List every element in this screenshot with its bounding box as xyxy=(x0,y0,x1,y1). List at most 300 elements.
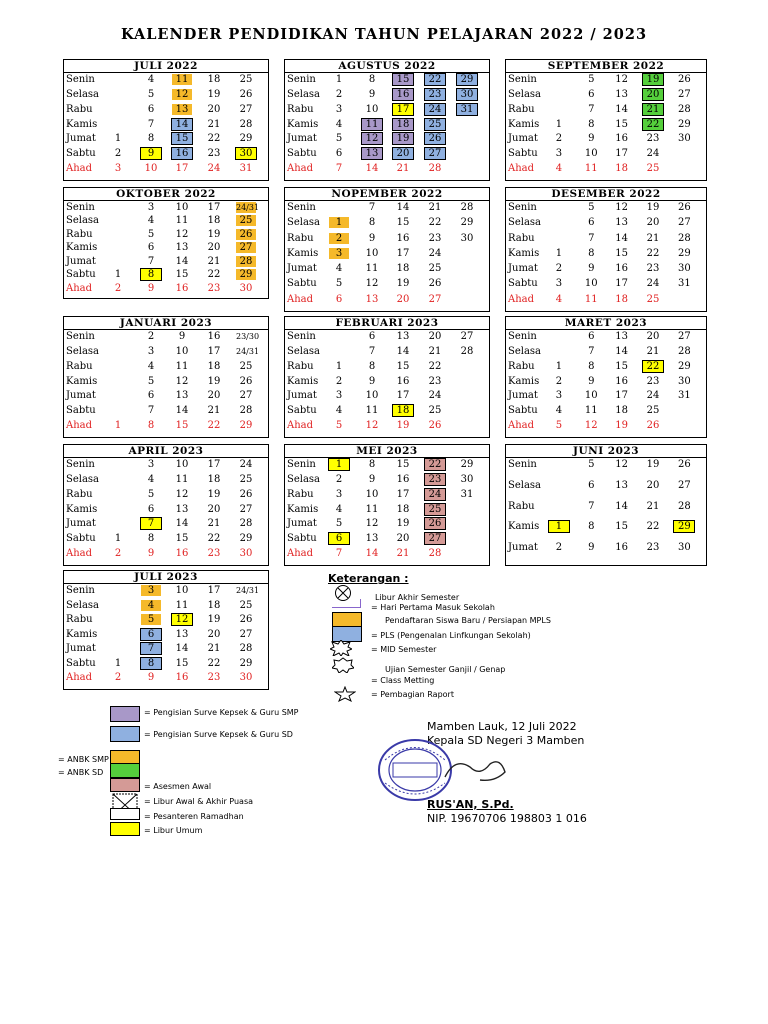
date-cell: 12 xyxy=(172,89,192,100)
date-cell: 28 xyxy=(428,163,442,175)
month-title: MEI 2023 xyxy=(285,445,489,458)
month-0 xyxy=(63,59,269,181)
date-cell: 8 xyxy=(368,74,376,85)
date-cell: 19 xyxy=(393,133,413,144)
date-cell: 24 xyxy=(239,459,253,470)
legend-item: = Pesanteren Ramadhan xyxy=(144,812,244,821)
date-cell: 10 xyxy=(365,390,379,402)
month-6 xyxy=(63,316,269,438)
date-cell: 28 xyxy=(239,405,253,417)
legend-swatch-pesantren xyxy=(110,808,140,820)
date-cell: 23 xyxy=(428,375,442,387)
date-cell: 26 xyxy=(425,133,445,144)
legend-item: = PLS (Pengenalan Linfkungan Sekolah) xyxy=(371,631,531,640)
date-cell: 2 xyxy=(335,88,343,100)
day-label: Ahad xyxy=(287,293,314,305)
date-cell: 16 xyxy=(615,263,629,275)
date-cell: 5 xyxy=(147,228,155,240)
date-cell: 7 xyxy=(368,345,376,357)
date-cell: 11 xyxy=(175,360,189,372)
date-cell: 11 xyxy=(584,293,598,305)
date-cell: 3 xyxy=(147,202,155,213)
date-cell: 21 xyxy=(428,202,442,213)
date-cell: 7 xyxy=(141,643,161,654)
day-label: Rabu xyxy=(287,103,314,115)
day-label: Sabtu xyxy=(66,657,96,669)
day-row xyxy=(285,361,489,376)
day-row xyxy=(285,263,489,278)
day-label: Senin xyxy=(508,202,537,213)
date-cell: 31 xyxy=(239,163,253,175)
date-cell: 20 xyxy=(396,533,410,545)
date-cell: 2 xyxy=(335,473,343,485)
date-cell: 23 xyxy=(646,263,660,275)
day-label: Kamis xyxy=(508,118,540,130)
date-cell: 3 xyxy=(147,345,155,357)
day-label: Jumat xyxy=(66,255,96,267)
date-cell: 25 xyxy=(428,405,442,417)
day-row xyxy=(506,163,706,178)
day-label: Senin xyxy=(287,74,316,85)
date-cell: 4 xyxy=(335,405,343,417)
date-cell: 3 xyxy=(141,585,161,596)
date-cell: 18 xyxy=(396,263,410,275)
date-cell: 26 xyxy=(678,459,691,470)
day-row xyxy=(506,233,706,248)
date-cell: 27 xyxy=(425,148,445,159)
date-cell: 5 xyxy=(141,614,161,625)
date-cell: 6 xyxy=(147,503,155,515)
date-cell: 22 xyxy=(207,657,221,669)
date-cell: 15 xyxy=(175,269,189,281)
day-row xyxy=(64,672,268,687)
day-label: Ahad xyxy=(508,293,535,305)
date-cell: 23 xyxy=(207,148,221,160)
day-label: Selasa xyxy=(66,599,100,611)
date-cell: 30 xyxy=(239,548,253,560)
date-cell: 6 xyxy=(329,533,349,544)
day-label: Ahad xyxy=(66,548,93,560)
date-cell: 25 xyxy=(646,405,660,417)
date-cell: 13 xyxy=(615,217,629,229)
date-cell: 13 xyxy=(172,104,192,115)
day-label: Jumat xyxy=(66,390,96,402)
date-cell: 13 xyxy=(362,148,382,159)
date-cell: 2 xyxy=(114,548,122,560)
date-cell: 4 xyxy=(335,118,343,130)
date-cell: 18 xyxy=(615,405,629,417)
day-label: Selasa xyxy=(508,217,542,229)
date-cell: 17 xyxy=(615,390,629,402)
date-cell: 3 xyxy=(147,459,155,470)
date-cell: 5 xyxy=(588,74,595,85)
date-cell: 15 xyxy=(615,247,629,259)
day-row xyxy=(64,420,268,435)
date-cell: 26 xyxy=(239,488,253,500)
date-cell: 28 xyxy=(678,232,691,244)
date-cell: 16 xyxy=(396,232,410,244)
date-cell: 26 xyxy=(428,278,442,290)
day-label: Kamis xyxy=(287,503,319,515)
month-title: APRIL 2023 xyxy=(64,445,268,458)
date-cell: 28 xyxy=(678,103,691,115)
date-cell: 20 xyxy=(643,89,663,100)
date-cell: 28 xyxy=(460,202,474,213)
day-row xyxy=(285,504,489,519)
date-cell: 14 xyxy=(175,255,189,267)
legend-swatch-blue-sd xyxy=(110,726,140,742)
date-cell: 25 xyxy=(428,263,442,275)
date-cell: 20 xyxy=(646,217,660,229)
signature-name: RUS'AN, S.Pd. xyxy=(427,798,514,811)
legend-item: = Pembagian Raport xyxy=(371,690,454,699)
day-label: Rabu xyxy=(508,500,535,512)
date-cell: 9 xyxy=(141,148,161,159)
day-label: Jumat xyxy=(508,133,538,145)
day-label: Jumat xyxy=(287,263,317,275)
date-cell: 15 xyxy=(172,133,192,144)
day-row xyxy=(64,600,268,615)
day-label: Ahad xyxy=(508,420,535,432)
date-cell: 28 xyxy=(239,643,253,655)
date-cell: 27 xyxy=(460,331,474,342)
date-cell: 21 xyxy=(428,345,442,357)
page-title: KALENDER PENDIDIKAN TAHUN PELAJARAN 2022 / 2023 xyxy=(120,26,648,43)
day-label: Sabtu xyxy=(508,278,538,290)
date-cell: 26 xyxy=(239,375,253,387)
day-row xyxy=(506,459,706,480)
day-row xyxy=(64,489,268,504)
date-cell: 22 xyxy=(428,360,442,372)
date-cell: 5 xyxy=(335,518,343,530)
date-cell: 15 xyxy=(393,74,413,85)
date-cell: 19 xyxy=(396,420,410,432)
date-cell: 8 xyxy=(588,521,595,533)
date-cell: 11 xyxy=(175,215,189,227)
date-cell: 9 xyxy=(368,375,376,387)
month-11 xyxy=(505,444,707,566)
date-cell: 7 xyxy=(588,103,595,115)
date-cell: 13 xyxy=(175,242,189,254)
date-cell: 22 xyxy=(207,269,221,281)
date-cell: 1 xyxy=(555,247,563,259)
date-cell: 2 xyxy=(555,375,563,387)
date-cell: 19 xyxy=(646,202,660,213)
date-cell: 27 xyxy=(678,479,691,491)
day-label: Kamis xyxy=(66,628,98,640)
day-label: Selasa xyxy=(287,345,321,357)
day-row xyxy=(64,376,268,391)
date-cell: 23 xyxy=(425,474,445,485)
date-cell: 25 xyxy=(646,293,660,305)
signature-position: Kepala SD Negeri 3 Mamben xyxy=(427,734,585,747)
date-cell: 9 xyxy=(147,282,155,294)
date-cell: 24 xyxy=(425,104,445,115)
date-cell: 16 xyxy=(615,375,629,387)
date-cell: 7 xyxy=(588,345,595,357)
date-cell: 2 xyxy=(555,542,563,554)
date-cell: 7 xyxy=(588,232,595,244)
day-label: Jumat xyxy=(508,542,538,554)
date-cell: 29 xyxy=(239,657,253,669)
date-cell: 30 xyxy=(457,89,477,100)
day-row xyxy=(506,331,706,346)
day-label: Selasa xyxy=(508,88,542,100)
day-label: Senin xyxy=(66,585,95,596)
date-cell: 14 xyxy=(365,163,379,175)
month-title: FEBRUARI 2023 xyxy=(285,317,489,330)
day-row xyxy=(285,533,489,548)
date-cell: 20 xyxy=(393,148,413,159)
date-cell: 3 xyxy=(335,390,343,402)
date-cell: 24/31 xyxy=(236,586,260,595)
date-cell: 28 xyxy=(239,118,253,130)
month-title: JULI 2023 xyxy=(64,571,268,584)
date-cell: 12 xyxy=(615,202,629,213)
date-cell: 3 xyxy=(555,278,563,290)
day-row xyxy=(64,548,268,563)
date-cell: 10 xyxy=(584,148,598,160)
legend-item: = Libur Awal & Akhir Puasa xyxy=(144,797,254,806)
date-cell: 21 xyxy=(207,118,221,130)
legend-item: = Pengisian Surve Kepsek & Guru SMP xyxy=(144,708,299,717)
day-row xyxy=(285,74,489,89)
date-cell: 10 xyxy=(365,103,379,115)
date-cell: 30 xyxy=(678,263,691,275)
date-cell: 8 xyxy=(141,658,161,669)
date-cell: 18 xyxy=(207,74,221,85)
date-cell: 7 xyxy=(141,518,161,529)
date-cell: 20 xyxy=(207,628,221,640)
day-label: Jumat xyxy=(508,263,538,275)
date-cell: 1 xyxy=(114,657,122,669)
date-cell: 15 xyxy=(615,521,629,533)
date-cell: 11 xyxy=(175,473,189,485)
day-label: Selasa xyxy=(508,479,542,491)
date-cell: 12 xyxy=(175,375,189,387)
day-label: Senin xyxy=(66,74,95,85)
day-row xyxy=(64,89,268,104)
date-cell: 6 xyxy=(147,242,155,254)
day-label: Rabu xyxy=(66,614,93,626)
date-cell: 10 xyxy=(144,163,158,175)
date-cell: 9 xyxy=(147,548,155,560)
date-cell: 14 xyxy=(615,103,629,115)
day-row xyxy=(64,474,268,489)
date-cell: 11 xyxy=(365,263,379,275)
date-cell: 23 xyxy=(646,133,660,145)
day-label: Senin xyxy=(287,459,316,470)
date-cell: 16 xyxy=(207,331,221,342)
date-cell: 26 xyxy=(239,614,253,626)
date-cell: 19 xyxy=(207,375,221,387)
day-row xyxy=(285,294,489,309)
date-cell: 15 xyxy=(175,533,189,545)
date-cell: 29 xyxy=(678,247,691,259)
date-cell: 27 xyxy=(428,293,442,305)
day-label: Kamis xyxy=(66,503,98,515)
day-row xyxy=(506,542,706,563)
date-cell: 8 xyxy=(147,533,155,545)
date-cell: 25 xyxy=(646,163,660,175)
day-label: Jumat xyxy=(508,390,538,402)
date-cell: 27 xyxy=(678,217,691,229)
date-cell: 14 xyxy=(615,232,629,244)
date-cell: 6 xyxy=(368,331,376,342)
date-cell: 24 xyxy=(646,278,660,290)
day-label: Jumat xyxy=(287,390,317,402)
date-cell: 14 xyxy=(396,202,410,213)
date-cell: 26 xyxy=(678,74,691,85)
date-cell: 9 xyxy=(588,542,595,554)
day-row xyxy=(285,518,489,533)
day-row xyxy=(285,278,489,293)
day-row xyxy=(506,521,706,542)
date-cell: 2 xyxy=(555,133,563,145)
day-row xyxy=(506,248,706,263)
date-cell: 16 xyxy=(172,148,192,159)
day-label: Selasa xyxy=(287,88,321,100)
date-cell: 10 xyxy=(584,390,598,402)
date-cell: 10 xyxy=(365,247,379,259)
legend-item: = Pengisian Surve Kepsek & Guru SD xyxy=(144,730,293,739)
day-label: Sabtu xyxy=(66,405,96,417)
date-cell: 3 xyxy=(555,390,563,402)
day-label: Ahad xyxy=(66,282,93,294)
date-cell: 20 xyxy=(207,242,221,254)
day-label: Selasa xyxy=(66,345,100,357)
legend-item: = Libur Umum xyxy=(144,826,203,835)
day-row xyxy=(506,376,706,391)
date-cell: 30 xyxy=(239,282,253,294)
day-row xyxy=(285,148,489,163)
legend-item: = Hari Pertama Masuk Sekolah xyxy=(371,603,495,612)
date-cell: 16 xyxy=(615,133,629,145)
date-cell: 21 xyxy=(643,104,663,115)
date-cell: 4 xyxy=(147,215,155,227)
date-cell: 17 xyxy=(396,488,410,500)
day-row xyxy=(285,376,489,391)
day-label: Rabu xyxy=(508,232,535,244)
date-cell: 16 xyxy=(396,473,410,485)
date-cell: 17 xyxy=(207,585,221,596)
day-label: Sabtu xyxy=(287,533,317,545)
date-cell: 5 xyxy=(335,133,343,145)
date-cell: 18 xyxy=(207,360,221,372)
date-cell: 23 xyxy=(207,548,221,560)
date-cell: 24/31 xyxy=(236,346,260,356)
day-row xyxy=(64,331,268,346)
date-cell: 6 xyxy=(588,88,595,100)
date-cell: 20 xyxy=(207,390,221,402)
date-cell: 2 xyxy=(114,672,122,684)
date-cell: 6 xyxy=(588,217,595,229)
date-cell: 27 xyxy=(239,628,253,640)
date-cell: 19 xyxy=(396,278,410,290)
day-label: Jumat xyxy=(66,518,96,530)
date-cell: 26 xyxy=(428,420,442,432)
day-row xyxy=(64,614,268,629)
day-row xyxy=(64,74,268,89)
date-cell: 3 xyxy=(114,163,122,175)
date-cell: 31 xyxy=(678,278,691,290)
day-label: Jumat xyxy=(66,643,96,655)
day-row xyxy=(285,217,489,232)
date-cell: 21 xyxy=(396,163,410,175)
date-cell: 10 xyxy=(175,585,189,596)
date-cell: 26 xyxy=(678,202,691,213)
date-cell: 24 xyxy=(207,163,221,175)
date-cell: 5 xyxy=(335,420,343,432)
date-cell: 12 xyxy=(365,420,379,432)
date-cell: 18 xyxy=(207,215,221,227)
day-label: Selasa xyxy=(66,88,100,100)
day-row xyxy=(285,459,489,474)
date-cell: 11 xyxy=(172,74,192,85)
month-title: NOPEMBER 2022 xyxy=(285,188,489,201)
day-label: Senin xyxy=(66,331,95,342)
date-cell: 13 xyxy=(615,331,629,342)
date-cell: 6 xyxy=(335,148,343,160)
date-cell: 15 xyxy=(175,420,189,432)
date-cell: 30 xyxy=(460,232,474,244)
day-row xyxy=(506,74,706,89)
date-cell: 13 xyxy=(615,88,629,100)
date-cell: 6 xyxy=(588,331,595,342)
date-cell: 8 xyxy=(368,360,376,372)
date-cell: 4 xyxy=(555,293,563,305)
day-row xyxy=(506,133,706,148)
date-cell: 22 xyxy=(643,119,663,130)
day-label: Sabtu xyxy=(287,278,317,290)
day-row xyxy=(64,390,268,405)
date-cell: 8 xyxy=(588,360,595,372)
day-label: Sabtu xyxy=(66,148,96,160)
date-cell: 19 xyxy=(207,614,221,626)
day-row xyxy=(506,361,706,376)
date-cell: 4 xyxy=(335,503,343,515)
date-cell: 15 xyxy=(175,657,189,669)
date-cell: 22 xyxy=(207,420,221,432)
date-cell: 27 xyxy=(236,242,256,253)
date-cell: 29 xyxy=(460,459,474,470)
date-cell: 19 xyxy=(646,459,660,470)
date-cell: 4 xyxy=(147,360,155,372)
month-3 xyxy=(63,187,269,299)
day-label: Selasa xyxy=(66,473,100,485)
date-cell: 18 xyxy=(207,473,221,485)
date-cell: 17 xyxy=(615,278,629,290)
exam-burst-icon xyxy=(332,657,354,673)
date-cell: 16 xyxy=(175,282,189,294)
date-cell: 30 xyxy=(239,672,253,684)
date-cell: 2 xyxy=(329,233,349,244)
date-cell: 12 xyxy=(365,278,379,290)
date-cell: 10 xyxy=(584,278,598,290)
date-cell: 10 xyxy=(175,202,189,213)
day-label: Ahad xyxy=(287,420,314,432)
date-cell: 1 xyxy=(329,217,349,228)
date-cell: 2 xyxy=(147,331,155,342)
date-cell: 22 xyxy=(428,217,442,229)
legend-item: = ANBK SD xyxy=(58,768,104,777)
legend-item: Ujian Semester Ganjil / Genap xyxy=(385,665,506,674)
month-8 xyxy=(505,316,707,438)
date-cell: 4 xyxy=(555,405,563,417)
day-row xyxy=(285,489,489,504)
day-label: Rabu xyxy=(66,228,93,240)
date-cell: 19 xyxy=(207,88,221,100)
